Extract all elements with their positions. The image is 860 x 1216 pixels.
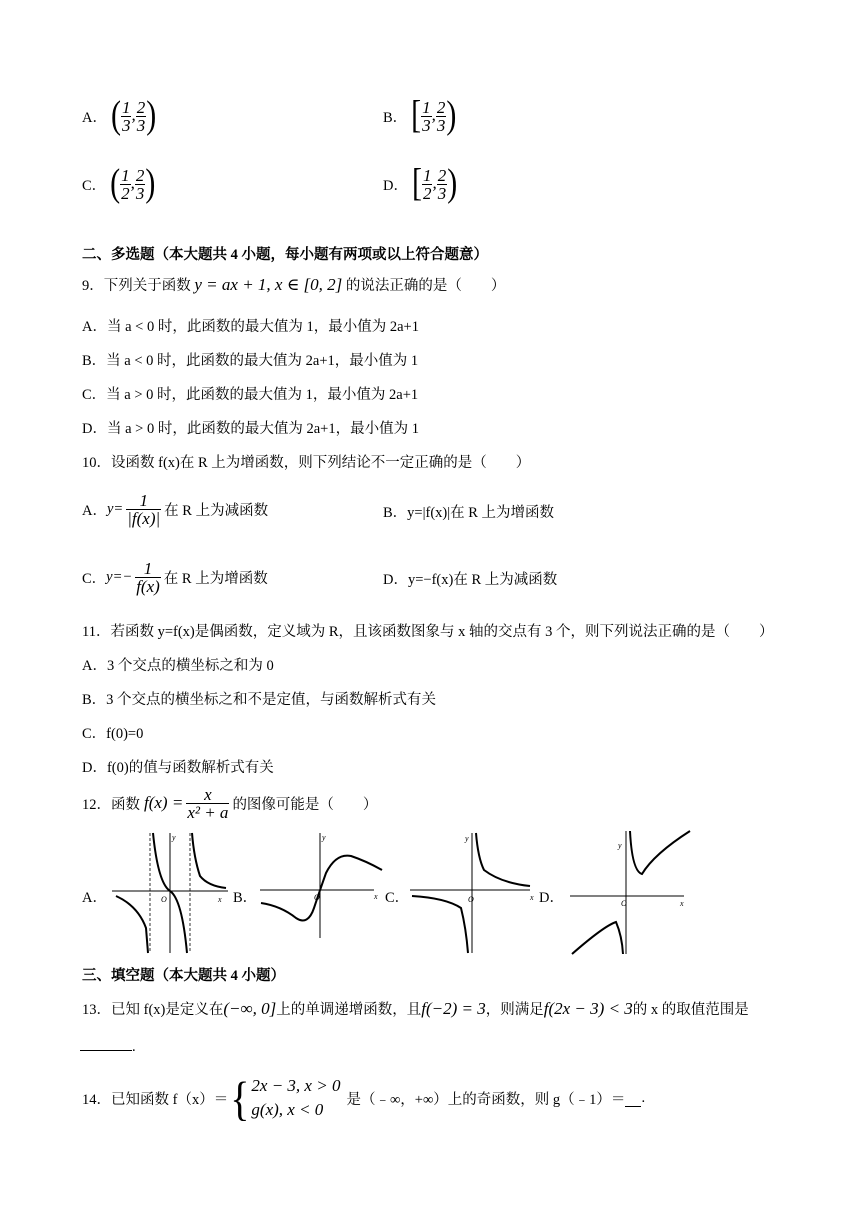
graph-c [406,828,538,956]
stem-text: 的图像可能是（ ） [232,796,378,813]
stem-text: ，则满足 [485,1002,544,1018]
left-paren: ( [110,93,121,137]
stem-text: 的说法正确的是（ ） [345,278,506,294]
condition: f(−2) = 3 [421,999,486,1018]
function-lhs: f(x) = [144,793,184,812]
graph-d [566,826,694,958]
question-10-option-d [383,568,557,589]
curve-lower-branch [572,922,623,954]
q8-option-a: A． ( $\frac{1}{3}$ , $\frac{2}{3}$ ) [82,93,157,137]
stem-text: 14．已知函数 f（x）＝ [82,1091,229,1108]
y-label: y [465,834,469,843]
option-label: A． [82,109,107,126]
question-11-option-c: C．f(0)=0 [82,726,144,742]
case-2: g(x), x < 0 [251,1100,324,1119]
fraction: $\frac{1}{f(x)}$ [136,558,160,596]
case-1: 2x − 3, x > 0 [251,1076,341,1095]
graph-b [256,828,384,956]
option-label: D． [383,177,408,194]
option-text: y=|f(x)|在 R 上为增函数 [407,505,555,521]
fraction: $\frac{1}{|f(x)|}$ [127,490,161,528]
question-11-stem: 11．若函数 y=f(x)是偶函数，定义域为 R，且该函数图象与 x 轴的交点有 3 个，则下列说法正确的是（ ） [82,624,774,640]
piecewise-cases [251,1074,340,1122]
stem-text: 13．已知 f(x)是定义在 [82,1002,224,1018]
right-paren: ) [145,161,156,205]
origin-label: O [314,893,320,902]
curve-right-branch [476,833,530,886]
option-suffix: 在 R 上为减函数 [164,502,269,519]
x-label: x [218,895,222,904]
q8-option-c: C． ( $\frac{1}{2}$ , $\frac{2}{3}$ ) [82,161,156,205]
stem-text: 12．函数 [82,796,140,813]
curve-upper-branch [630,831,690,874]
option-label: D． [383,572,408,588]
right-paren: ) [146,93,157,137]
fraction: $\frac{1}{2}$ [121,165,130,203]
section-heading-fill-in: 三、填空题（本大题共 4 小题） [82,968,285,984]
left-paren: ( [110,161,121,205]
fraction: $\frac{2}{3}$ [436,97,446,135]
origin-label: O [621,899,627,908]
origin-label: O [468,895,474,904]
question-10-option-b [383,501,554,522]
curve-right-branch [192,833,226,888]
q8-option-b: B． [ $\frac{1}{3}$ , $\frac{2}{3}$ ) [383,93,457,137]
question-9-option-b: B．当 a < 0 时，此函数的最大值为 2a+1，最小值为 1 [82,353,419,369]
fraction: $\frac{1}{2}$ [422,165,432,203]
option-label: B． [383,505,408,521]
option-label: A． [82,502,107,519]
question-11-option-d: D．f(0)的值与函数解析式有关 [82,760,274,776]
question-11-option-b: B．3 个交点的横坐标之和不是定值，与函数解析式有关 [82,692,437,708]
question-9-option-a: A．当 a < 0 时，此函数的最大值为 1，最小值为 2a+1 [82,319,419,335]
fraction: $\frac{x}{\text{x² + a}}$ [187,784,229,822]
question-14-answer-blank[interactable] [625,1094,641,1107]
origin-label: O [161,895,167,904]
y-label: y [618,841,622,850]
inequality: f(2x − 3) < 3 [543,999,633,1018]
formula: y = ax + 1, x ∈ [0, 2] [194,275,343,294]
question-9-option-c: C．当 a > 0 时，此函数的最大值为 1，最小值为 2a+1 [82,387,419,403]
graph-a [108,828,236,956]
stem-text: 上的单调递增函数，且 [276,1002,422,1018]
question-13-stem [82,998,749,1019]
curve-left-branch [412,896,468,953]
question-14-stem [82,1068,645,1128]
y-label: y [322,833,326,842]
curve [261,856,382,921]
option-label: B． [383,109,408,126]
option-prefix: y=− [106,568,133,585]
fraction: $\frac{2}{3}$ [136,97,146,135]
option-prefix: y= [106,500,124,517]
question-10-option-a [82,486,268,532]
fraction: $\frac{1}{3}$ [422,97,431,135]
left-bracket: [ [411,93,422,137]
question-9-option-d: D．当 a > 0 时，此函数的最大值为 2a+1，最小值为 1 [82,421,419,437]
left-bracket: [ [411,161,422,205]
question-10-option-c [82,554,268,600]
interval: (−∞, 0] [223,999,277,1018]
stem-text: 是（﹣∞，+∞）上的奇函数，则 g（﹣1）＝ [346,1091,626,1108]
question-10-stem: 10．设函数 f(x)在 R 上为增函数，则下列结论不一定正确的是（ ） [82,455,531,471]
q8-option-d: D． [ $\frac{1}{2}$ , $\frac{2}{3}$ ) [383,161,458,205]
graph-label-b: B． [233,890,258,906]
curve-left-branch [116,896,148,953]
fraction: $\frac{2}{3}$ [135,165,145,203]
section-heading-multiple-choice: 二、多选题（本大题共 4 小题，每小题有两项或以上符合题意） [82,247,488,263]
period: . [641,1089,646,1106]
question-12-stem [82,780,377,826]
option-label: C． [82,570,107,587]
fraction: $\frac{1}{3}$ [121,97,131,135]
stem-text: 的 x 的取值范围是 [632,1002,749,1018]
right-paren: ) [447,161,458,205]
period: . [132,1039,136,1055]
option-label: C． [82,177,107,194]
option-suffix: 在 R 上为增函数 [163,570,268,587]
x-label: x [680,899,684,908]
option-text: y=−f(x)在 R 上为减函数 [407,572,558,588]
x-label: x [374,892,378,901]
right-paren: ) [446,93,457,137]
graph-label-d: D． [539,890,564,906]
stem-text: 9．下列关于函数 [82,278,191,294]
brace: { [230,1071,250,1125]
question-9-stem [82,274,505,295]
fraction: $\frac{2}{3}$ [437,165,447,203]
graph-label-a: A． [82,890,107,906]
question-13-answer-blank[interactable] [80,1038,136,1056]
y-label: y [172,833,176,842]
x-label: x [530,893,534,902]
graph-label-c: C． [385,890,410,906]
question-11-option-a: A．3 个交点的横坐标之和为 0 [82,658,274,674]
